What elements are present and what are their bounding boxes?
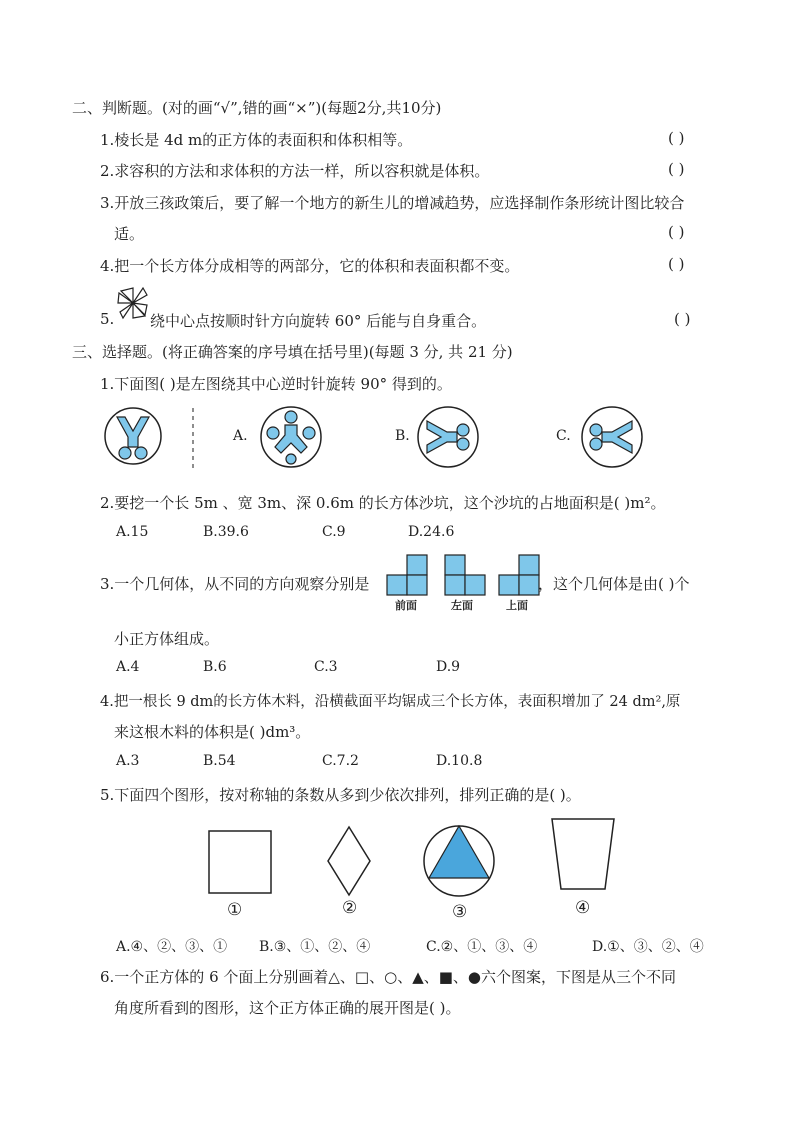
s2-q2-text: 2.求容积的方法和求体积的方法一样，所以容积就是体积。 [100, 162, 490, 180]
q2-option-b[interactable]: B.39.6 [203, 524, 249, 540]
trapezoid-shape [551, 818, 615, 890]
dashed-divider [192, 408, 194, 468]
q4-option-c[interactable]: C.7.2 [322, 753, 359, 769]
s2-q4-answer[interactable]: ( ) [668, 255, 685, 273]
q1-label-a: A. [233, 428, 248, 444]
q3-option-c[interactable]: C.3 [314, 659, 338, 675]
q5-option-b[interactable]: B.③、①、②、④ [259, 939, 371, 955]
left-view-caption: 左面 [451, 599, 473, 612]
q4-option-b[interactable]: B.54 [203, 753, 236, 769]
top-view-caption: 上面 [506, 599, 528, 612]
circle-triangle-shape [422, 824, 496, 898]
square-shape [208, 830, 272, 894]
pinwheel-icon [116, 285, 150, 321]
q3-option-b[interactable]: B.6 [203, 659, 227, 675]
s2-q5-answer[interactable]: ( ) [674, 310, 691, 328]
q1-option-a-figure[interactable] [257, 405, 325, 469]
q1-option-c-figure[interactable] [578, 405, 646, 469]
s3-q3-text-cont: 小正方体组成。 [114, 630, 220, 648]
shape-label-3: ③ [452, 902, 468, 922]
s3-q6-text: 6.一个正方体的 6 个面上分别画着△、□、○、▲、■、●六个图案，下图是从三个不同 [100, 968, 676, 986]
s3-q6-text-cont: 角度所看到的图形，这个正方体正确的展开图是( )。 [114, 999, 461, 1017]
section2-heading: 二、判断题。(对的画“√”,错的画“×”)(每题2分,共10分) [72, 99, 442, 117]
q3-option-d[interactable]: D.9 [436, 659, 461, 675]
s2-q5-num: 5. [100, 310, 115, 328]
s2-q3-answer[interactable]: ( ) [668, 223, 685, 241]
s2-q3-text-cont: 适。 [114, 225, 145, 243]
shape-label-2: ② [342, 898, 358, 918]
s2-q4-text: 4.把一个长方体分成相等的两部分，它的体积和表面积都不变。 [100, 257, 520, 275]
s3-q5-text: 5.下面四个图形，按对称轴的条数从多到少依次排列，排列正确的是( )。 [100, 786, 581, 804]
s2-q1-text: 1.棱长是 4d m的正方体的表面积和体积相等。 [100, 131, 413, 149]
q5-option-d[interactable]: D.①、③、②、④ [592, 939, 704, 955]
q2-option-c[interactable]: C.9 [322, 524, 346, 540]
s3-q4-text: 4.把一根长 9 dm的长方体木料，沿横截面平均锯成三个长方体，表面积增加了 24 dm²,原 [100, 694, 681, 710]
left-view-figure [444, 554, 486, 596]
s3-q1-text: 1.下面图( )是左图绕其中心逆时针旋转 90° 得到的。 [100, 375, 452, 393]
top-view-figure [498, 554, 540, 596]
s3-q3-text-b: ，这个几何体是由( )个 [538, 575, 690, 593]
shape-label-4: ④ [575, 898, 591, 918]
front-view-caption: 前面 [395, 599, 417, 612]
q1-label-c: C. [556, 428, 571, 444]
q1-label-b: B. [395, 428, 410, 444]
q2-option-a[interactable]: A.15 [116, 524, 149, 540]
q1-option-b-figure[interactable] [415, 405, 481, 469]
s2-q1-answer[interactable]: ( ) [668, 129, 685, 147]
q5-option-a[interactable]: A.④、②、③、① [116, 939, 228, 955]
s2-q2-answer[interactable]: ( ) [668, 160, 685, 178]
rhombus-shape [327, 826, 371, 896]
s3-q2-text: 2.要挖一个长 5m 、宽 3m、深 0.6m 的长方体沙坑，这个沙坑的占地面积是( )m²。 [100, 494, 666, 512]
s2-q5-text: 绕中心点按顺时针方向旋转 60° 后能与自身重合。 [150, 312, 487, 330]
q3-option-a[interactable]: A.4 [116, 659, 140, 675]
q2-option-d[interactable]: D.24.6 [408, 524, 455, 540]
front-view-figure [386, 554, 428, 596]
s3-q3-text-a: 3.一个几何体，从不同的方向观察分别是 [100, 575, 370, 593]
q4-option-a[interactable]: A.3 [116, 753, 140, 769]
section3-heading: 三、选择题。(将正确答案的序号填在括号里)(每题 3 分, 共 21 分) [72, 343, 513, 361]
s2-q3-text: 3.开放三孩政策后，要了解一个地方的新生儿的增减趋势，应选择制作条形统计图比较合 [100, 194, 685, 212]
shape-label-1: ① [227, 900, 243, 920]
q1-original-figure [103, 405, 163, 467]
q5-option-c[interactable]: C.②、①、③、④ [426, 939, 538, 955]
s3-q4-text-cont: 来这根木料的体积是( )dm³。 [114, 723, 311, 741]
q4-option-d[interactable]: D.10.8 [436, 753, 483, 769]
